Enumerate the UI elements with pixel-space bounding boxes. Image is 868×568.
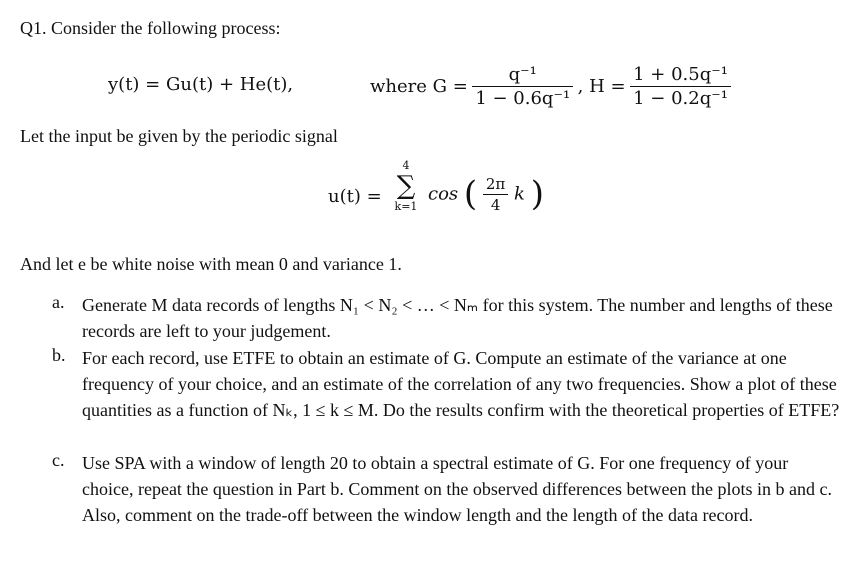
item-marker: c. xyxy=(52,450,65,470)
item-text: Use SPA with a window of length 20 to obtain a spectral estimate of G. For one frequency of your choice, repeat the question in Part b. Comment on the observed differences between the plots in b and c. Also, comment on the trade-off between the window length and the length of the data record. xyxy=(82,453,832,525)
h-fraction xyxy=(630,64,731,109)
h-denominator: 1 − 0.2q⁻¹ xyxy=(633,88,728,109)
input-description: Let the input be given by the periodic signal xyxy=(20,126,338,146)
item-text: For each record, use ETFE to obtain an estimate of G. Compute an estimate of the variance at one frequency of your choice, and an estimate of the correlation of any two frequencies. Show a plot of these quantities as a function of Nₖ, 1 ≤ k ≤ M. Do the results confirm with the theoretical properties of ETFE? xyxy=(82,348,840,420)
sum-upper-limit: 4 xyxy=(402,159,410,172)
noise-description: And let e be white noise with mean 0 and variance 1. xyxy=(20,254,402,274)
close-paren: ) xyxy=(530,174,544,214)
where-g-label: where G = xyxy=(370,76,468,97)
h-numerator: 1 + 0.5q⁻¹ xyxy=(630,64,731,87)
open-paren: ( xyxy=(463,174,478,214)
cos-k: k xyxy=(514,183,525,205)
cos-numerator: 2π xyxy=(483,175,508,195)
list-item-a xyxy=(52,292,842,344)
question-heading: Q1. Consider the following process: xyxy=(20,18,281,38)
list-item-c xyxy=(52,450,842,528)
item-text: Generate M data records of lengths N₁ < N₂ < … < Nₘ for this system. The number and lengths of these records are left to your judgement. xyxy=(82,295,833,341)
g-numerator: q⁻¹ xyxy=(472,64,573,87)
sigma-symbol: ∑ xyxy=(396,171,416,201)
cos-denominator: 4 xyxy=(490,195,501,214)
model-equation: y(t) = Gu(t) + He(t), xyxy=(108,74,294,95)
cos-fraction xyxy=(483,175,508,214)
g-fraction xyxy=(472,64,573,109)
summation xyxy=(392,160,420,214)
item-marker: a. xyxy=(52,292,65,312)
cos-term xyxy=(428,174,544,214)
sum-lower-limit: k=1 xyxy=(394,200,418,213)
g-denominator: 1 − 0.6q⁻¹ xyxy=(475,88,571,109)
cos-label: cos xyxy=(428,183,459,205)
u-lhs: u(t) = xyxy=(328,186,382,207)
list-item-b xyxy=(52,345,842,423)
h-label: , H = xyxy=(577,76,626,97)
transfer-functions xyxy=(370,64,731,109)
item-marker: b. xyxy=(52,345,66,365)
